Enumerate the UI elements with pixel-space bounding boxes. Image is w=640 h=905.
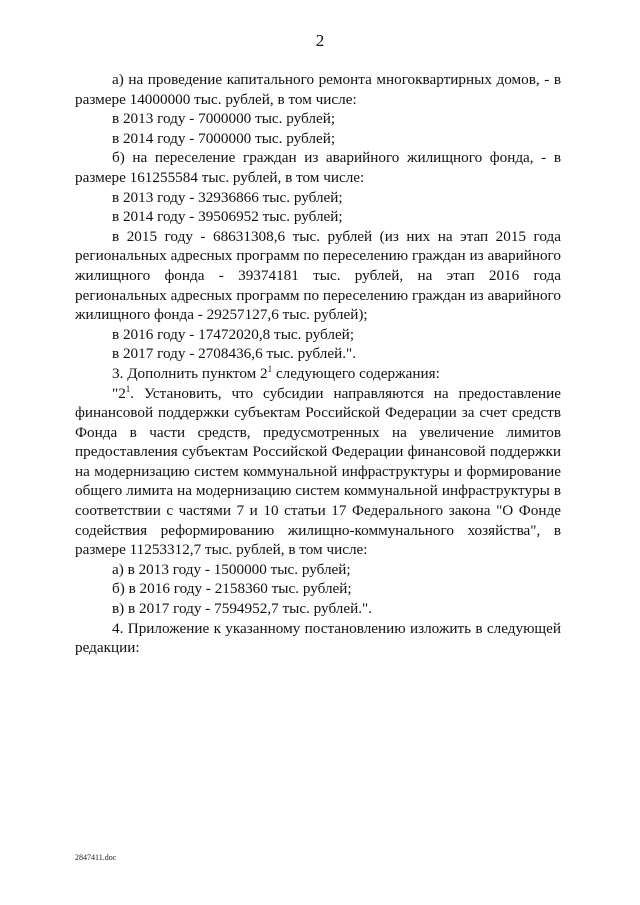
sub-item-b: б) в 2016 году - 2158360 тыс. рублей; [112, 580, 352, 598]
quoted-point [75, 384, 561, 560]
paragraph-b: б) на переселение граждан из аварийного жилищного фонда, - в размере 161255584 тыс. рублей, в том числе: [75, 149, 561, 186]
sub-item-c: в) в 2017 году - 7594952,7 тыс. рублей.". [112, 600, 373, 618]
item-3 [75, 364, 561, 384]
quoted-point-prefix: "2 [112, 384, 126, 402]
paragraph-b-2015: в 2015 году - 68631308,6 тыс. рублей (из них на этап 2015 года региональных адресных программ по переселению граждан из аварийного жилищного фонда - 39374181 тыс. рублей, на этап 2016 года региональных адресных программ по переселению граждан из аварийного жилищного фонда - 29257127,6 тыс. рублей); [75, 227, 561, 324]
document-body [75, 70, 561, 658]
item-3-after: следующего содержания: [272, 364, 440, 382]
paragraph-a-2014: в 2014 году - 7000000 тыс. рублей; [112, 129, 336, 147]
paragraph-b-2017: в 2017 году - 2708436,6 тыс. рублей.". [112, 345, 357, 363]
paragraph-a-2013: в 2013 году - 7000000 тыс. рублей; [112, 110, 336, 128]
item-4: 4. Приложение к указанному постановлению изложить в следующей редакции: [75, 619, 561, 657]
quoted-point-text: . Установить, что субсидии направляются на предоставление финансовой поддержки субъектам Российской Федерации за счет средств Фонда в части средств, предусмотренных на увеличение лимитов предоставления субъектам Российской Федерации финансовой поддержки на модернизацию систем коммунальной инфраструктуры и формирование общего лимита на модернизацию систем коммунальной инфраструктуры в соответствии с частями 7 и 10 статьи 17 Федерального закона "О Фонде содействия реформированию жилищно-коммунального хозяйства", в размере 11253312,7 тыс. рублей, в том числе: [75, 384, 561, 559]
item-3-superscript: 1 [267, 363, 273, 374]
paragraph-b-2016: в 2016 году - 17472020,8 тыс. рублей; [112, 325, 355, 343]
item-3-before: 3. Дополнить пунктом 2 [112, 364, 268, 382]
paragraph-b-2014: в 2014 году - 39506952 тыс. рублей; [112, 208, 343, 226]
file-name-footer: 2847411.doc [75, 853, 117, 862]
paragraph-b-2013: в 2013 году - 32936866 тыс. рублей; [112, 188, 343, 206]
paragraph-a: а) на проведение капитального ремонта многоквартирных домов, - в размере 14000000 тыс. рублей, в том числе: [75, 71, 561, 108]
sub-item-a: а) в 2013 году - 1500000 тыс. рублей; [112, 560, 351, 578]
quoted-point-superscript: 1 [125, 383, 131, 394]
page-number: 2 [315, 31, 325, 50]
